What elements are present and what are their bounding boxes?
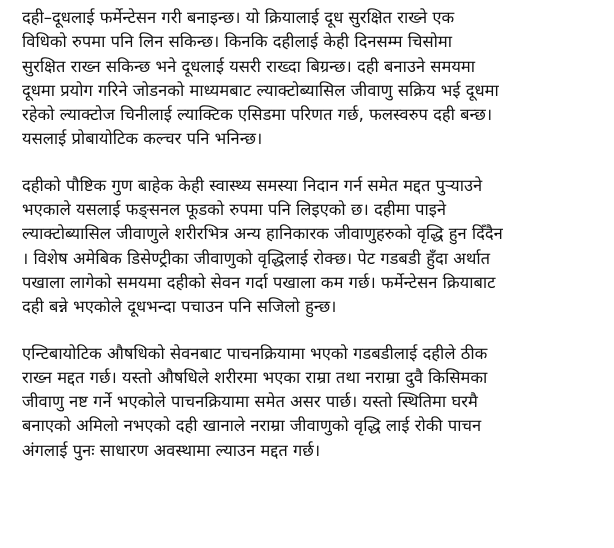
text-line: ल्याक्टोब्यासिल जीवाणुले शरीरभित्र अन्य हानिकारक जीवाणुहरुको वृद्धि हुन दिँदैन bbox=[22, 224, 503, 244]
text-line: एन्टिबायोटिक औषधिको सेवनबाट पाचनक्रियामा भएको गडबडीलाई दहीले ठीक bbox=[22, 343, 488, 363]
paragraph-antibiotics bbox=[22, 342, 608, 463]
text-line: सुरक्षित राख्न सकिन्छ भने दूधलाई यसरी राख्दा बिग्रन्छ। दही बनाउने समयमा bbox=[22, 56, 476, 76]
text-line: । विशेष अमेबिक डिसेण्ट्रीका जीवाणुको वृद्धिलाई रोक्छ। पेट गडबडी हुँदा अर्थात bbox=[22, 248, 491, 268]
text-line: पखाला लागेको समयमा दहीको सेवन गर्दा पखाला कम गर्छ। फर्मेन्टेसन क्रियाबाट bbox=[22, 272, 496, 292]
article-body bbox=[22, 6, 608, 463]
text-line: बनाएको अमिलो नभएको दही खानाले नराम्रा जीवाणुको वृद्धि लाई रोकी पाचन bbox=[22, 416, 482, 436]
text-line: यसलाई प्रोबायोटिक कल्चर पनि भनिन्छ। bbox=[22, 129, 263, 149]
text-line: राख्न मद्दत गर्छ। यस्तो औषधिले शरीरमा भएका राम्रा तथा नराम्रा दुवै किसिमका bbox=[22, 367, 488, 387]
paragraph-yogurt-fermentation bbox=[22, 6, 608, 152]
text-line: रहेको ल्याक्टोज चिनीलाई ल्याक्टिक एसिडमा परिणत गर्छ, फलस्वरुप दही बन्छ। bbox=[22, 105, 493, 125]
text-line: भएकाले यसलाई फङ्सनल फूडको रुपमा पनि लिइएको छ। दहीमा पाइने bbox=[22, 200, 447, 220]
text-line: जीवाणु नष्ट गर्ने भएकोले पाचनक्रियामा समेत असर पार्छ। यस्तो स्थितिमा घरमै bbox=[22, 392, 478, 412]
paragraph-health-benefits bbox=[22, 174, 608, 320]
text-line: दही–दूधलाई फर्मेन्टेसन गरी बनाइन्छ। यो क्रियालाई दूध सुरक्षित राख्ने एक bbox=[22, 8, 455, 27]
text-line: विधिको रुपमा पनि लिन सकिन्छ। किनकि दहीलाई केही दिनसम्म चिसोमा bbox=[22, 32, 453, 52]
text-line: दूधमा प्रयोग गरिने जोडनको माध्यमबाट ल्याक्टोब्यासिल जीवाणु सक्रिय भई दूधमा bbox=[22, 80, 499, 100]
text-line: दहीको पौष्टिक गुण बाहेक केही स्वास्थ्य समस्या निदान गर्न समेत मद्दत पुर्‍याउने bbox=[22, 175, 483, 195]
text-line: दही बन्ने भएकोले दूधभन्दा पचाउन पनि सजिलो हुन्छ। bbox=[22, 297, 337, 317]
text-line: अंगलाई पुनः साधारण अवस्थामा ल्याउन मद्दत गर्छ। bbox=[22, 440, 321, 460]
